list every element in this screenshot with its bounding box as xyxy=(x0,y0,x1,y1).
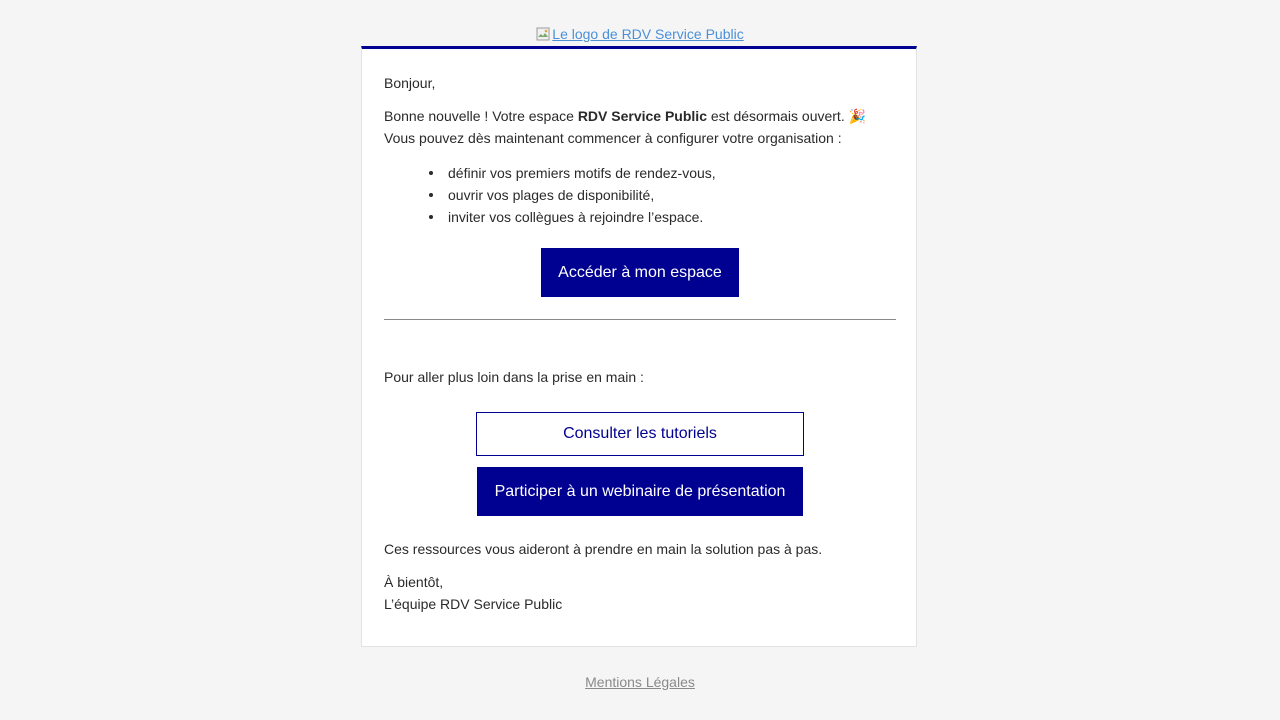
signature: L’équipe RDV Service Public xyxy=(384,596,563,612)
header xyxy=(0,24,1280,46)
intro-suffix: est désormais ouvert. 🎉 xyxy=(706,108,867,124)
greeting: Bonjour, xyxy=(384,75,436,91)
list-item: ouvrir vos plages de disponibilité, xyxy=(448,184,716,206)
feature-list xyxy=(384,162,716,228)
tutorials-button[interactable]: Consulter les tutoriels xyxy=(476,412,804,456)
intro-brand: RDV Service Public xyxy=(577,108,707,124)
footer xyxy=(0,672,1280,692)
intro-prefix: Bonne nouvelle ! Votre espace xyxy=(384,108,578,124)
divider xyxy=(384,319,896,320)
webinar-button[interactable]: Participer à un webinaire de présentation xyxy=(477,467,803,516)
intro-line-2: Vous pouvez dès maintenant commencer à configurer votre organisation : xyxy=(384,130,842,146)
further-text: Pour aller plus loin dans la prise en main : xyxy=(384,369,644,385)
access-space-button[interactable]: Accéder à mon espace xyxy=(541,248,739,297)
resources-text: Ces ressources vous aideront à prendre en main la solution pas à pas. xyxy=(384,541,823,557)
email-card xyxy=(361,46,917,647)
logo-link[interactable] xyxy=(536,24,743,44)
legal-mentions-link[interactable]: Mentions Légales xyxy=(585,674,695,690)
logo-alt-text: Le logo de RDV Service Public xyxy=(552,26,744,42)
broken-image-icon xyxy=(536,27,550,41)
signoff: À bientôt, xyxy=(384,574,444,590)
list-item: inviter vos collègues à rejoindre l’espace. xyxy=(448,206,716,228)
list-item: définir vos premiers motifs de rendez-vous, xyxy=(448,162,716,184)
intro-line-1 xyxy=(384,105,866,127)
